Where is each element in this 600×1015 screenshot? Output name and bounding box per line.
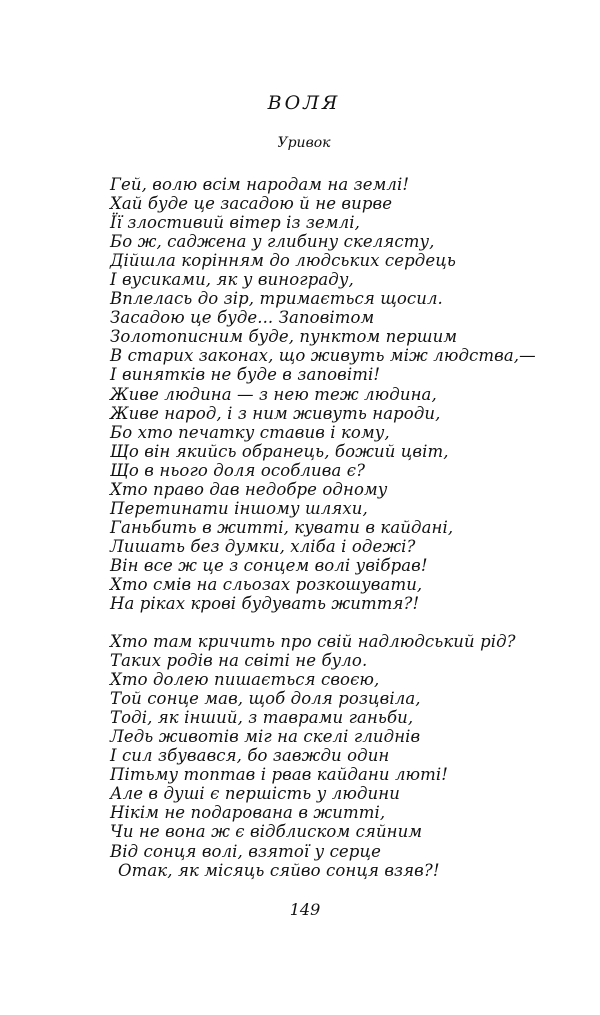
poem-line: Таких родів на світі не було.: [110, 651, 368, 671]
stanza-1: [110, 175, 536, 613]
poem-line: Хай буде це засадою й не вирве: [110, 194, 393, 214]
poem-line: Перетинати іншому шляхи,: [110, 498, 368, 518]
poem-subtitle: Уривок: [277, 135, 331, 151]
poem-line: Що він якийсь обранець, божий цвіт,: [110, 441, 449, 461]
poem-line: Хто там кричить про свій надлюдський рід?: [110, 632, 516, 651]
poem-line: Він все ж це з сонцем волі увібрав!: [110, 555, 428, 575]
poem-line: І вусиками, як у винограду,: [110, 270, 354, 290]
poem-line: Вплелась до зір, тримається щосил.: [110, 289, 443, 309]
poem-line: Отак, як місяць сяйво сонця взяв?!: [118, 860, 440, 880]
poem-line: Хто долею пишається своєю,: [110, 670, 380, 690]
poem-line: Тоді, як інший, з таврами ганьби,: [110, 708, 414, 728]
poem-line: Але в душі є першість у людини: [110, 784, 400, 804]
poem-line: Гей, волю всім народам на землі!: [110, 175, 410, 194]
poem-line: Її злостивий вітер із землі,: [110, 213, 360, 233]
poem-line: Хто право дав недобре одному: [110, 479, 388, 499]
poem-line: Що в нього доля особлива є?: [110, 460, 366, 480]
poem-line: Нікім не подарована в житті,: [110, 803, 386, 823]
poem-line: Хто смів на сльозах розкошувати,: [110, 574, 423, 594]
poem-line: Бо ж, саджена у глибину скелясту,: [110, 232, 435, 252]
poem-line: Від сонця волі, взятої у серце: [110, 841, 381, 861]
stanza-2: [110, 632, 516, 880]
poem-line: Ганьбить в житті, кувати в кайдані,: [110, 517, 454, 537]
poem-line: Золотописним буде, пунктом першим: [110, 327, 458, 347]
poem-line: На ріках крові будувать життя?!: [110, 594, 420, 614]
poem-line: Живе людина — з нею теж людина,: [110, 384, 437, 404]
poem-line: Той сонце мав, щоб доля розцвіла,: [110, 689, 421, 709]
page-number: 149: [289, 900, 321, 919]
poem-line: І винятків не буде в заповіті!: [110, 365, 381, 385]
poem-line: Засадою це буде... Заповітом: [110, 308, 375, 328]
poem-line: І сил збувався, бо завжди один: [110, 746, 390, 766]
poem-line: В старих законах, що живуть між людства,—: [110, 346, 536, 366]
poem-line: Пітьму топтав і рвав кайдани люті!: [110, 765, 449, 785]
poem-line: Бо хто печатку ставив і кому,: [110, 422, 390, 442]
poem-line: Живе народ, і з ним живуть народи,: [110, 403, 441, 423]
poem-line: Дійшла корінням до людських сердець: [110, 251, 456, 271]
poem-title: ВОЛЯ: [267, 92, 341, 114]
poem-line: Чи не вона ж є відблиском сяйним: [110, 822, 423, 842]
poem-line: Лишать без думки, хліба і одежі?: [110, 536, 416, 556]
poem-line: Ледь животів міг на скелі глиднів: [110, 727, 421, 747]
